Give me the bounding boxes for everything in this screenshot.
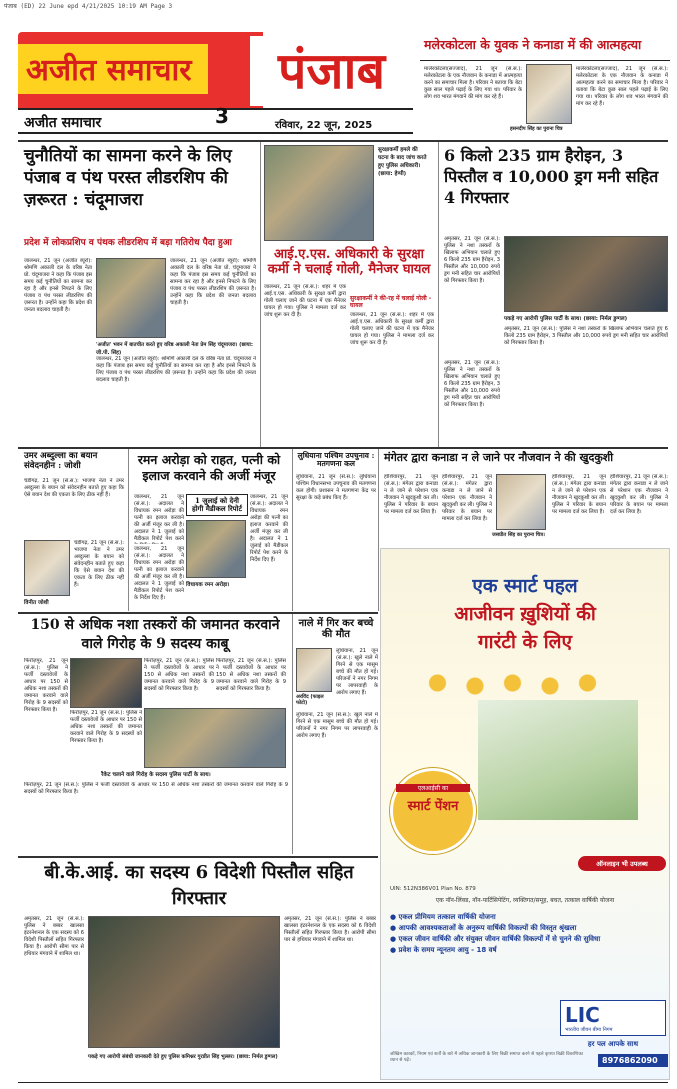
ad-plan-desc: एक नॉन-लिंक्ड, नॉन-पार्टिसिपेटिंग, व्यक्तिगत/समूह, बचत, तत्काल वार्षिकी योजना: [435, 897, 615, 904]
story-chandumajra-body-2: जालन्धर, 21 जून (अजीत ब्यूरो): श्रोमणि अकाली दल के वरिष्ठ नेता प्रो. चंदूमाजरा ने कहा कि पंजाब इस समय कई चुनौतियों का सामना कर रहा है और इनसे निपटने के लिए पंजाब व पंथ परस्त लीडरशिप की ज़रूरत है। उन्होंने कहा कि प्रदेश की जनता बदलाव चाहती है।: [170, 258, 256, 306]
ad-bullet-text: प्रवेश के समय न्यूनतम आयु - 18 वर्ष: [398, 946, 497, 954]
col-rule: [260, 142, 261, 447]
story-heroin-body-3: अमृतसर, 21 जून (सं.स.): पुलिस ने नशा तस्करों के खिलाफ अभियान चलाते हुए 6 किलो 235 ग्राम हैरोइन, 3 पिस्तौल और 10,000 रुपये ड्रग मनी सहित चार आरोपियों को गिरफ्तार किया है।: [444, 360, 500, 408]
story-malerkotla-body: मालेरकोटला(सज्जाद), 21 जून (सं.स.): मलेरकोटला के एक नौजवान के कनाडा में आत्महत्या करने का समाचार मिला है। परिवार ने बताया कि बेटा कुछ साल पहले पढ़ाई के लिए गया था। परिवार के लोग शव भारत मंगवाने की मांग कर रहे हैं।: [424, 66, 522, 100]
story-drain-body-2: लुधियाना, 21 जून (सं.स.): खुले नाले में गिरने से एक मासूम बच्चे की मौत हो गई। परिजनों ने नगर निगम पर लापरवाही के आरोप लगाए हैं।: [296, 712, 378, 739]
caption-drug-bail: रैकेट चलाने वाले गिरोह के सदस्य पुलिस पार्टी के साथ।: [101, 772, 211, 778]
ad-product-name: स्मार्ट पेंशन: [407, 799, 459, 814]
story-drug-bail-body: फिरोज़पुर, 21 जून (सं.स.): पुलिस ने फर्जी दस्तावेजों के आधार पर 150 से अधिक नशा तस्करों की जमानत करवाने वाले गिरोह के 9 सदस्यों को गिरफ्तार किया है।: [24, 658, 68, 713]
story-heroin-body-2: अमृतसर, 21 जून (सं.स.): पुलिस ने नशा तस्करों के खिलाफ अभियान चलाते हुए 6 किलो 235 ग्राम हैरोइन, 3 पिस्तौल और 10,000 रुपये ड्रग मनी सहित चार आरोपियों को गिरफ्तार किया है।: [504, 326, 668, 346]
ad-tagline-2: आजीवन ख़ुशियों की: [454, 603, 596, 625]
story-fiance-body-4: होशियारपुर, 21 जून (सं.स.): मंगेतर द्वारा कनाडा न ले जाने से परेशान एक नौजवान ने खुदकुशी कर ली। पुलिस ने परिवार के बयान पर मामला दर्ज कर लिया है।: [610, 474, 668, 515]
photo-heroin-arrest: [504, 236, 668, 312]
ad-bullet: ● आपकी आवश्यकताओं के अनुरूप वार्षिकी विकल्पों की विस्तृत श्रृंखला: [390, 924, 577, 932]
ad-bullet: ● एकल प्रीमियम तत्काल वार्षिकी योजना: [390, 913, 496, 921]
lic-hindi-name: भारतीय जीवन बीमा निगम: [565, 1027, 613, 1033]
headline-heroin: 6 किलो 235 ग्राम हैरोइन, 3 पिस्तौल व 10,000 ड्रग मनी सहित 4 गिरफ्तार: [444, 146, 659, 207]
photo-bki-arrest: [88, 916, 280, 1048]
story-drug-bail-body-5: फिरोज़पुर, 21 जून (सं.स.): पुलिस ने फर्जी दस्तावेजों के आधार पर 150 से अधिक नशा तस्करों की जमानत करवाने वाले गिरोह के 9 सदस्यों को गिरफ्तार किया है।: [24, 782, 288, 795]
col-rule: [292, 449, 293, 611]
headline-drug-bail: 150 से अधिक नशा तस्करों की जमानत करवाने वाले गिरोह के 9 सदस्य काबू: [30, 617, 280, 652]
ad-online-badge[interactable]: ऑनलाइन भी उपलब्ध: [578, 856, 666, 871]
masthead-sub: अजीत समाचार: [24, 115, 102, 131]
story-malerkotla-body-2: मालेरकोटला(सज्जाद), 21 जून (सं.स.): मलेरकोटला के एक नौजवान के कनाडा में आत्महत्या करने का समाचार मिला है। परिवार ने बताया कि बेटा कुछ साल पहले पढ़ाई के लिए गया था। परिवार के लोग शव भारत मंगवाने की मांग कर रहे हैं।: [576, 66, 668, 107]
ad-product-prefix: एलआईसी का: [396, 784, 470, 792]
story-joshi-body: चंडीगढ़, 21 जून (सं.स.): भाजपा नेता ने उमर अब्दुल्ला के बयान को संवेदनहीन बताते हुए कहा कि ऐसे बयान देश की एकता के लिए ठीक नहीं हैं।: [24, 478, 124, 498]
story-heroin-body: अमृतसर, 21 जून (सं.स.): पुलिस ने नशा तस्करों के खिलाफ अभियान चलाते हुए 6 किलो 235 ग्राम हैरोइन, 3 पिस्तौल और 10,000 रुपये ड्रग मनी सहित चार आरोपियों को गिरफ्तार किया है।: [444, 236, 500, 284]
headline-joshi: उमर अब्दुल्ला का बयान संवेदनहीन : जोशी: [24, 451, 98, 471]
story-fiance-body: होशियारपुर, 21 जून (सं.स.): मंगेतर द्वारा कनाडा न ले जाने से परेशान एक नौजवान ने खुदकुशी कर ली। पुलिस ने परिवार के बयान पर मामला दर्ज कर लिया है।: [384, 474, 438, 515]
caption-ias-incident: सुरक्षाकर्मी हमले की घटना के बाद जांच करते हुए पुलिस अधिकारी। (छाया: हेप्पी): [378, 147, 427, 177]
story-drug-bail-body-3: फिरोज़पुर, 21 जून (सं.स.): पुलिस ने फर्जी दस्तावेजों के आधार पर 150 से अधिक नशा तस्करों की जमानत करवाने वाले गिरोह के 9 सदस्यों को गिरफ्तार किया है।: [216, 658, 286, 692]
page-number: 3: [215, 104, 229, 128]
ad-bullet-text: एकल प्रीमियम तत्काल वार्षिकी योजना: [398, 913, 496, 921]
masthead-bottom-rule: [18, 132, 413, 134]
headline-malerkotla: मलेरकोटला के युवक ने कनाडा में की आत्महत्या: [424, 37, 642, 52]
story-ias-body: जालन्धर, 21 जून (सं.स.): शहर में एक आई.ए.एस. अधिकारी के सुरक्षा कर्मी द्वारा गोली चलाए जाने की घटना में एक मैनेजर घायल हो गया। पुलिस ने मामला दर्ज कर जांच शुरू कर दी है।: [264, 284, 346, 318]
story-drug-bail-body-4: फिरोज़पुर, 21 जून (सं.स.): पुलिस ने फर्जी दस्तावेजों के आधार पर 150 से अधिक नशा तस्करों की जमानत करवाने वाले गिरोह के 9 सदस्यों को गिरफ्तार किया है।: [70, 710, 142, 744]
headline-ias-security: आई.ए.एस. अधिकारी के सुरक्षा कर्मी ने चलाई गोली, मैनेजर घायल: [267, 247, 431, 277]
caption-raman-arora: विधायक रमन अरोड़ा।: [186, 582, 230, 588]
story-raman-body-3: जालन्धर, 21 जून (सं.स.): अदालत ने विधायक रमन अरोड़ा की पत्नी का इलाज करवाने की अर्जी मंजूर कर ली है। अदालत ने 1 जुलाई को मैडीकल रिपोर्ट पेश करने के निर्देश दिए हैं।: [250, 494, 288, 563]
caption-chandumajra: 'अजीत' भवन में बातचीत करते हुए वरिष्ठ अकाली नेता प्रेम सिंह चंदूमाजरा। (छाया: जी.पी. सिंह): [96, 342, 253, 356]
ad-phone[interactable]: 8976862090: [598, 1054, 668, 1067]
lic-logo-block: [560, 1000, 666, 1036]
ad-couple-photo: [478, 700, 638, 820]
headline-raman-arora: रमन अरोड़ा को राहत, पत्नी को इलाज करवाने की अर्जी मंजूर: [137, 452, 281, 483]
section-title: पंजाब: [250, 36, 413, 106]
photo-raman-arora: [186, 520, 246, 578]
newspaper-name: अजीत समाचार: [26, 53, 192, 88]
ad-footer-note: जोखिम कारकों, नियम एवं शर्तों के बारे में अधिक जानकारी के लिए बिक्री समाप्त करने से पहले कृपया बिक्री विवरणिका ध्यान से पढ़ें।: [390, 1052, 584, 1063]
ad-plan-code: UIN: 512N386V01 Plan No. 879: [390, 886, 476, 892]
headline-ludhiana-bypoll: लुधियाना पश्चिम उपचुनाव : मतगणना कल: [297, 451, 375, 469]
photo-joshi: [24, 540, 70, 596]
col-rule: [378, 449, 379, 611]
caption-drain-child: अरविंद (फाइल फोटो): [296, 694, 324, 706]
ad-bullets: [390, 912, 668, 956]
page-bottom-rule: [18, 1082, 668, 1083]
photo-ias-incident: [264, 145, 374, 241]
story-raman-body-2: जालन्धर, 21 जून (सं.स.): अदालत ने विधायक रमन अरोड़ा की पत्नी का इलाज करवाने की अर्जी मंजूर कर ली है। अदालत ने 1 जुलाई को मैडीकल रिपोर्ट पेश करने के निर्देश दिए हैं।: [134, 546, 184, 601]
caption-bki: पकड़े गए आरोपी संबंधी जानकारी देते हुए पुलिस कमिश्नर गुरप्रीत सिंह भुल्लर। (छाया: निर्मल डुग्गल): [88, 1054, 278, 1060]
story-drug-bail-body-2: फिरोज़पुर, 21 जून (सं.स.): पुलिस ने फर्जी दस्तावेजों के आधार पर 150 से अधिक नशा तस्करों की जमानत करवाने वाले गिरोह के 9 सदस्यों को गिरफ्तार किया है।: [144, 658, 214, 692]
story-bki-body-2: अमृतसर, 21 जून (सं.स.): पुलिस ने बब्बर खालसा इंटरनेशनल के एक सदस्य को 6 विदेशी पिस्तौलों सहित गिरफ्तार किया है। आरोपी सीमा पार से हथियार मंगवाने में शामिल था।: [284, 916, 376, 943]
section-rule-1: [18, 140, 668, 142]
headline-fiance-suicide: मंगेतर द्वारा कनाडा न ले जाने पर नौजवान ने की खुदकुशी: [384, 451, 614, 464]
ad-tagline-1: एक स्मार्ट पहल: [472, 575, 578, 597]
ad-bullet: ● एकल जीवन वार्षिकी और संयुक्त जीवन वार्षिकी विकल्पों में से चुनने की सुविधा: [390, 935, 601, 943]
caption-heroin: पकड़े गए आरोपी पुलिस पार्टी के साथ। (छाया: निर्मल डुग्गल): [504, 316, 628, 322]
photo-drug-gang-2: [144, 708, 286, 768]
story-ludhiana-body: लुधियाना, 21 जून (सं.स.): लुधियाना पश्चिम विधानसभा उपचुनाव की मतगणना कल होगी। प्रशासन ने मतगणना केंद्र पर सुरक्षा के कड़े प्रबंध किए हैं।: [296, 474, 376, 501]
story-joshi-body-2: चंडीगढ़, 21 जून (सं.स.): भाजपा नेता ने उमर अब्दुल्ला के बयान को संवेदनहीन बताते हुए कहा कि ऐसे बयान देश की एकता के लिए ठीक नहीं हैं।: [74, 540, 124, 588]
col-rule: [292, 614, 293, 854]
headline-bki: बी.के.आई. का सदस्य 6 विदेशी पिस्तौल सहित गिरफ्तार: [44, 862, 354, 909]
caption-malerkotla: हसनदीप सिंह का पुराना चित्र: [510, 126, 563, 132]
section-rule-3: [18, 612, 378, 614]
col-rule: [438, 142, 439, 447]
photo-malerkotla-youth: [526, 64, 572, 124]
story-fiance-body-2: होशियारपुर, 21 जून (सं.स.): मंगेतर द्वारा कनाडा न ले जाने से परेशान एक नौजवान ने खुदकुशी कर ली। पुलिस ने परिवार के बयान पर मामला दर्ज कर लिया है।: [442, 474, 492, 522]
headline-drain-child: नाले में गिर कर बच्चे की मौत: [298, 618, 374, 641]
story-chandumajra-body-3: जालन्धर, 21 जून (अजीत ब्यूरो): श्रोमणि अकाली दल के वरिष्ठ नेता प्रो. चंदूमाजरा ने कहा कि पंजाब इस समय कई चुनौतियों का सामना कर रहा है और इनसे निपटने के लिए पंजाब व पंथ परस्त लीडरशिप की ज़रूरत है। उन्होंने कहा कि प्रदेश की जनता बदलाव चाहती है।: [96, 356, 256, 383]
print-meta-bar: पंजाब (ED) 22 June epd 4/21/2025 10:19 AM Page 3: [4, 3, 173, 10]
ad-bullet-text: एकल जीवन वार्षिकी और संयुक्त जीवन वार्षिकी विकल्पों में से चुनने की सुविधा: [398, 935, 601, 943]
lic-logo-text: LIC: [565, 1003, 600, 1027]
story-fiance-body-3: होशियारपुर, 21 जून (सं.स.): मंगेतर द्वारा कनाडा न ले जाने से परेशान एक नौजवान ने खुदकुशी कर ली। पुलिस ने परिवार के बयान पर मामला दर्ज कर लिया है।: [552, 474, 606, 515]
caption-fiance: जसप्रीत सिंह का पुराना चित्र।: [492, 532, 545, 538]
callout-medical-report: 1 जुलाई को देनी होगी मैडीकल रिपोर्ट: [186, 494, 248, 516]
story-bki-body: अमृतसर, 21 जून (सं.स.): पुलिस ने बब्बर खालसा इंटरनेशनल के एक सदस्य को 6 विदेशी पिस्तौलों सहित गिरफ्तार किया है। आरोपी सीमा पार से हथियार मंगवाने में शामिल था।: [24, 916, 84, 957]
issue-date: रविवार, 22 जून, 2025: [275, 120, 373, 131]
col-rule: [128, 449, 129, 611]
story-drain-body: लुधियाना, 21 जून (सं.स.): खुले नाले में गिरने से एक मासूम बच्चे की मौत हो गई। परिजनों ने नगर निगम पर लापरवाही के आरोप लगाए हैं।: [336, 648, 378, 696]
ad-bullet: ● प्रवेश के समय न्यूनतम आयु - 18 वर्ष: [390, 946, 497, 954]
subhead-ias: सुरक्षाकर्मी ने की-रह में चलाई गोली - घायल: [350, 295, 432, 309]
headline-chandumajra: चुनौतियों का सामना करने के लिए पंजाब व पंथ परस्त लीडरशिप की ज़रूरत : चंदूमाजरा: [24, 146, 232, 210]
ad-tagline-3: गारंटी के लिए: [477, 631, 573, 653]
photo-drain-child: [296, 648, 332, 692]
lic-slogan: हर पल आपके साथ: [587, 1040, 639, 1048]
story-ias-body-2: जालन्धर, 21 जून (सं.स.): शहर में एक आई.ए.एस. अधिकारी के सुरक्षा कर्मी द्वारा गोली चलाए जाने की घटना में एक मैनेजर घायल हो गया। पुलिस ने मामला दर्ज कर जांच शुरू कर दी है।: [350, 312, 434, 346]
photo-drug-gang: [70, 658, 142, 708]
photo-chandumajra: [96, 258, 166, 338]
section-rule-2: [18, 447, 668, 449]
story-raman-body: जालन्धर, 21 जून (सं.स.): अदालत ने विधायक रमन अरोड़ा की पत्नी का इलाज करवाने की अर्जी मंजूर कर ली है। अदालत ने 1 जुलाई को मैडीकल रिपोर्ट पेश करने: [134, 494, 184, 542]
rule: [420, 60, 670, 61]
caption-joshi: विनीत जोशी: [24, 600, 49, 606]
ad-bullet-text: आपकी आवश्यकताओं के अनुरूप वार्षिकी विकल्पों की विस्तृत श्रृंखला: [398, 924, 577, 932]
ad-coins-graphic: [400, 668, 650, 698]
photo-fiance-youth: [496, 474, 546, 530]
story-chandumajra-body: जालन्धर, 21 जून (अजीत ब्यूरो): श्रोमणि अकाली दल के वरिष्ठ नेता प्रो. चंदूमाजरा ने कहा कि पंजाब इस समय कई चुनौतियों का सामना कर रहा है और इनसे निपटने के लिए पंजाब व पंथ परस्त लीडरशिप की ज़रूरत है। उन्होंने कहा कि प्रदेश की जनता बदलाव चाहती है।: [24, 258, 92, 313]
section-rule-4: [18, 856, 378, 858]
subhead-chandumajra: प्रदेश में लोकप्रशिप व पंथक लीडरशिप में बड़ा गतिरोध पैदा हुआ: [24, 238, 232, 248]
